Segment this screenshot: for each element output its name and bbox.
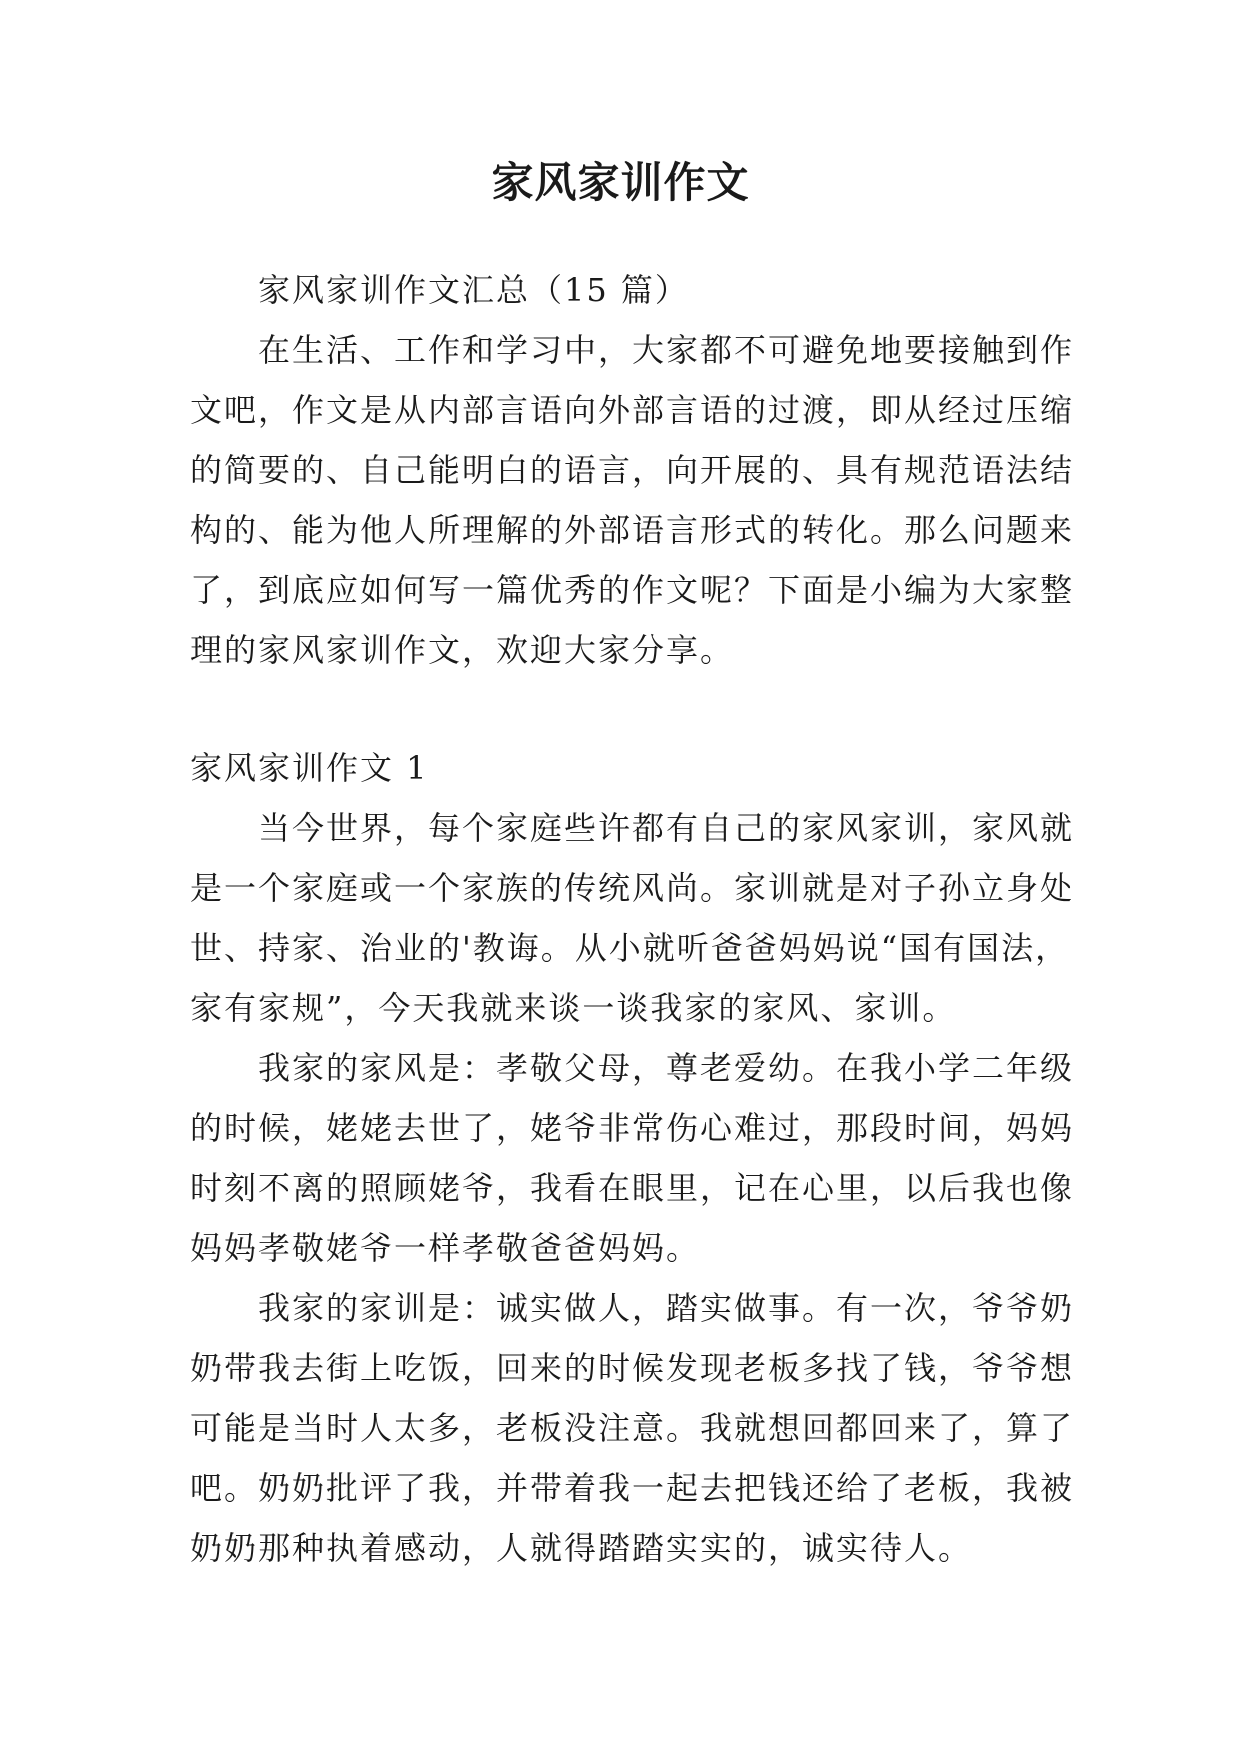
text-line: 的时候，姥姥去世了，姥爷非常伤心难过，那段时间，妈妈 xyxy=(190,1109,1075,1147)
intro-paragraph xyxy=(190,320,1075,680)
section-spacer xyxy=(190,680,1060,738)
essay-heading: 家风家训作文 1 xyxy=(190,749,429,787)
text-line: 奶带我去街上吃饭，回来的时候发现老板多找了钱，爷爷想 xyxy=(190,1349,1075,1387)
text-line: 构的、能为他人所理解的外部语言形式的转化。那么问题来 xyxy=(190,511,1075,549)
text-line: 时刻不离的照顾姥爷，我看在眼里，记在心里，以后我也像 xyxy=(190,1169,1075,1207)
paragraph-2 xyxy=(190,1038,1075,1278)
text-line: 在生活、工作和学习中，大家都不可避免地要接触到作 xyxy=(258,331,1075,369)
text-line: 理的家风家训作文，欢迎大家分享。 xyxy=(190,631,735,669)
text-line: 吧。奶奶批评了我，并带着我一起去把钱还给了老板，我被 xyxy=(190,1469,1075,1507)
text-line: 文吧，作文是从内部言语向外部言语的过渡，即从经过压缩 xyxy=(190,391,1075,429)
summary-heading: 家风家训作文汇总（15 篇） xyxy=(258,271,689,309)
paragraph-3 xyxy=(190,1278,1075,1578)
document-body xyxy=(190,260,1075,1578)
text-line: 是一个家庭或一个家族的传统风尚。家训就是对子孙立身处 xyxy=(190,869,1075,907)
text-line: 世、持家、治业的'教诲。从小就听爸爸妈妈说“国有国法， xyxy=(190,929,1070,967)
text-line: 当今世界，每个家庭些许都有自己的家风家训，家风就 xyxy=(258,809,1075,847)
text-line: 可能是当时人太多，老板没注意。我就想回都回来了，算了 xyxy=(190,1409,1075,1447)
text-line: 了，到底应如何写一篇优秀的作文呢？下面是小编为大家整 xyxy=(190,571,1075,609)
text-line: 的简要的、自己能明白的语言，向开展的、具有规范语法结 xyxy=(190,451,1075,489)
text-line: 我家的家风是：孝敬父母，尊老爱幼。在我小学二年级 xyxy=(258,1049,1075,1087)
document-title: 家风家训作文 xyxy=(491,158,750,207)
text-line: 妈妈孝敬姥爷一样孝敬爸爸妈妈。 xyxy=(190,1229,701,1267)
paragraph-1 xyxy=(190,798,1075,1038)
text-line: 奶奶那种执着感动，人就得踏踏实实的，诚实待人。 xyxy=(190,1529,973,1567)
text-line: 我家的家训是：诚实做人，踏实做事。有一次，爷爷奶 xyxy=(258,1289,1075,1327)
text-line: 家有家规”，今天我就来谈一谈我家的家风、家训。 xyxy=(190,989,957,1027)
